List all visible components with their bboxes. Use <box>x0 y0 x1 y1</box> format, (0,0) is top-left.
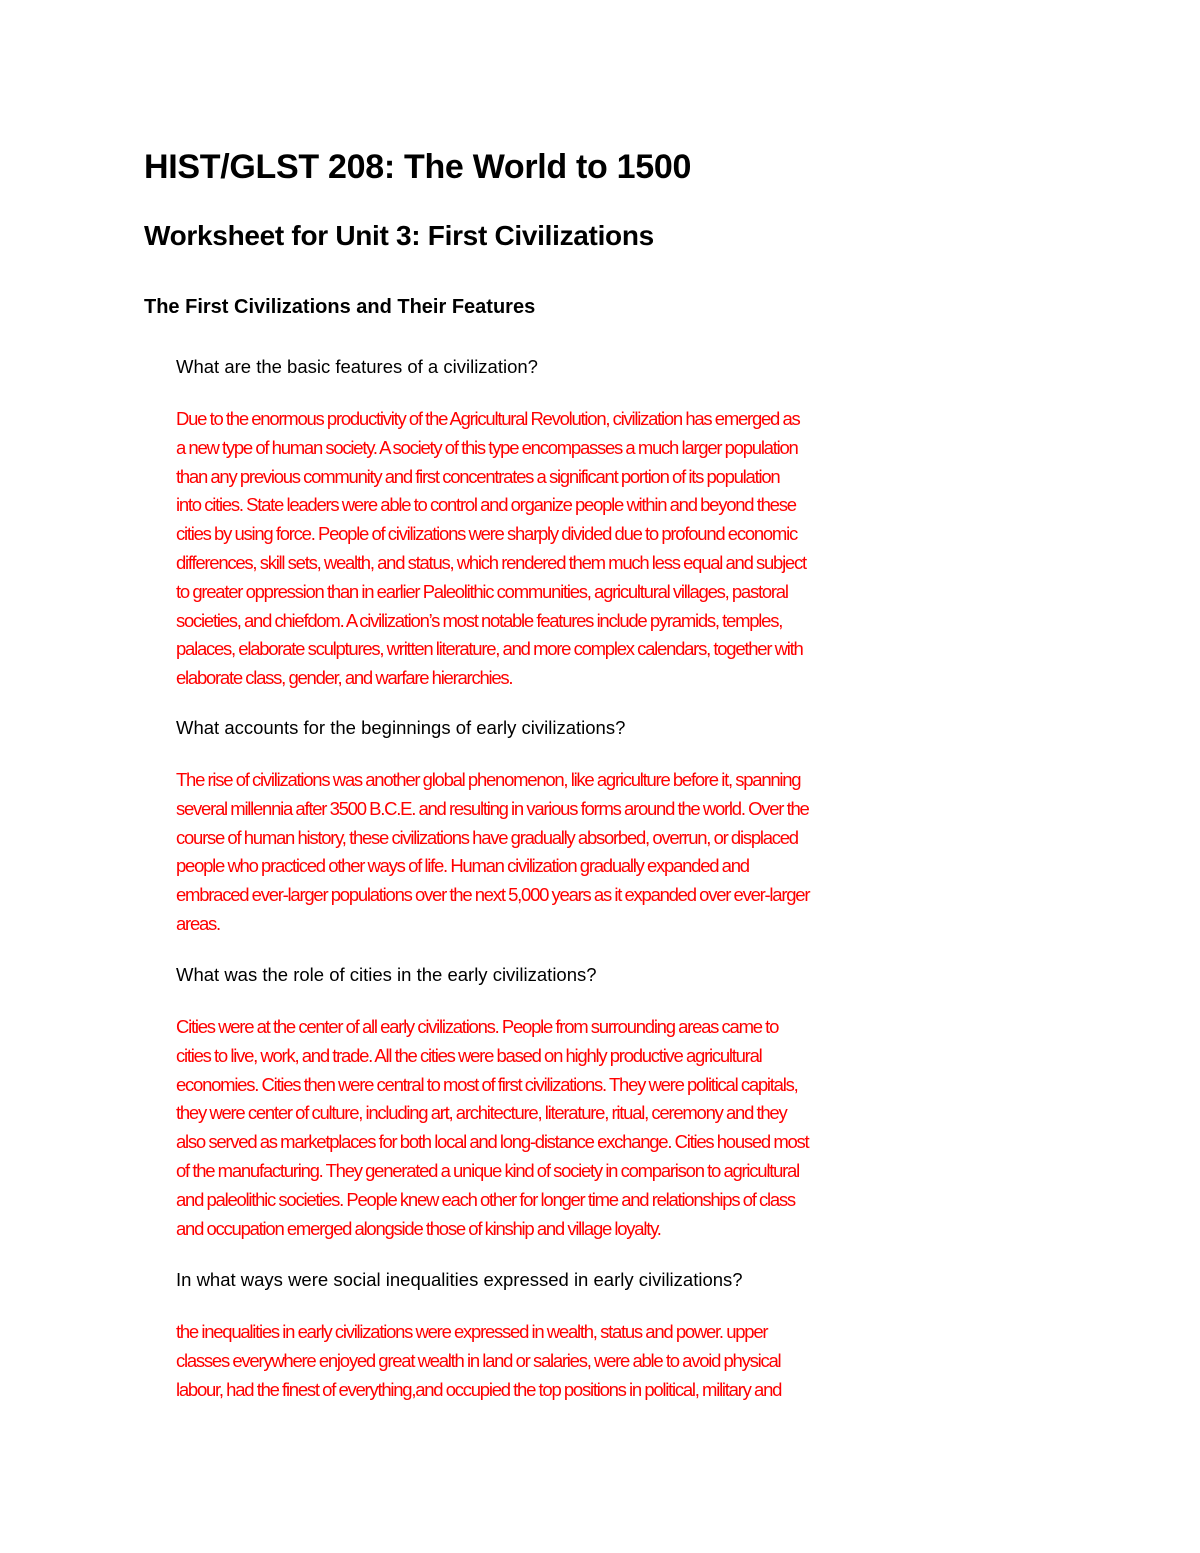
answer-1-line: into cities. State leaders were able to control and organize people within and beyond these <box>176 494 796 516</box>
answer-2-line: course of human history, these civilizations have gradually absorbed, overrun, or displaced <box>176 826 798 848</box>
answer-1-line: palaces, elaborate sculptures, written literature, and more complex calendars, together with <box>176 638 803 660</box>
answer-2 <box>176 766 1068 939</box>
answer-1-line: elaborate class, gender, and warfare hierarchies. <box>176 667 513 689</box>
answer-4-line: labour, had the finest of everything,and occupied the top positions in political, military and <box>176 1378 782 1400</box>
answer-3-line: they were center of culture, including art, architecture, literature, ritual, ceremony and they <box>176 1102 787 1124</box>
answer-1-line: societies, and chiefdom. A civilization’s most notable features include pyramids, temples, <box>176 609 783 631</box>
answer-2-line: areas. <box>176 912 220 934</box>
answer-3-line: of the manufacturing. They generated a unique kind of society in comparison to agricultural <box>176 1159 799 1181</box>
answer-1-line: differences, skill sets, wealth, and status, which rendered them much less equal and subject <box>176 551 806 573</box>
answer-1-line: cities by using force. People of civilizations were sharply divided due to profound economic <box>176 523 797 545</box>
answer-2-line: several millennia after 3500 B.C.E. and resulting in various forms around the world. Over the <box>176 797 809 819</box>
answer-3-line: and occupation emerged alongside those of kinship and village loyalty. <box>176 1217 661 1239</box>
answer-4-line: classes everywhere enjoyed great wealth in land or salaries, were able to avoid physical <box>176 1349 781 1371</box>
document-title: HIST/GLST 208: The World to 1500 <box>144 148 692 186</box>
question-2: What accounts for the beginnings of early civilizations? <box>176 717 626 738</box>
qa-block-2 <box>176 713 1068 939</box>
answer-2-line: embraced ever-larger populations over the next 5,000 years as it expanded over ever-larger <box>176 884 810 906</box>
answer-1 <box>176 405 1068 693</box>
answer-4 <box>176 1318 1068 1404</box>
answer-2-line: people who practiced other ways of life. Human civilization gradually expanded and <box>176 855 749 877</box>
qa-block-4 <box>176 1265 1068 1404</box>
qa-block-1 <box>176 352 1068 693</box>
answer-3-line: Cities were at the center of all early civilizations. People from surrounding areas came to <box>176 1016 779 1037</box>
question-3: What was the role of cities in the early civilizations? <box>176 964 597 985</box>
section-heading: The First Civilizations and Their Features <box>144 296 536 318</box>
question-1: What are the basic features of a civilization? <box>176 356 538 377</box>
answer-1-line: to greater oppression than in earlier Paleolithic communities, agricultural villages, pastoral <box>176 580 788 602</box>
document-subtitle: Worksheet for Unit 3: First Civilizations <box>144 220 654 251</box>
qa-block-3 <box>176 960 1068 1243</box>
answer-3-line: cities to live, work, and trade. All the cities were based on highly productive agricultural <box>176 1044 762 1066</box>
answer-2-line: The rise of civilizations was another global phenomenon, like agriculture before it, spanning <box>176 769 801 790</box>
question-4: In what ways were social inequalities expressed in early civilizations? <box>176 1269 743 1290</box>
answer-4-line: the inequalities in early civilizations were expressed in wealth, status and power. upper <box>176 1321 768 1342</box>
answer-3-line: and paleolithic societies. People knew each other for longer time and relationships of class <box>176 1188 795 1210</box>
answer-3-line: economies. Cities then were central to most of first civilizations. They were political capitals, <box>176 1073 798 1095</box>
answer-3-line: also served as marketplaces for both local and long-distance exchange. Cities housed most <box>176 1131 809 1153</box>
answer-3 <box>176 1013 1068 1243</box>
answer-1-line: a new type of human society. A society of this type encompasses a much larger population <box>176 436 798 458</box>
answer-1-line: Due to the enormous productivity of the Agricultural Revolution, civilization has emerged as <box>176 408 800 429</box>
answer-1-line: than any previous community and first concentrates a significant portion of its population <box>176 465 780 487</box>
